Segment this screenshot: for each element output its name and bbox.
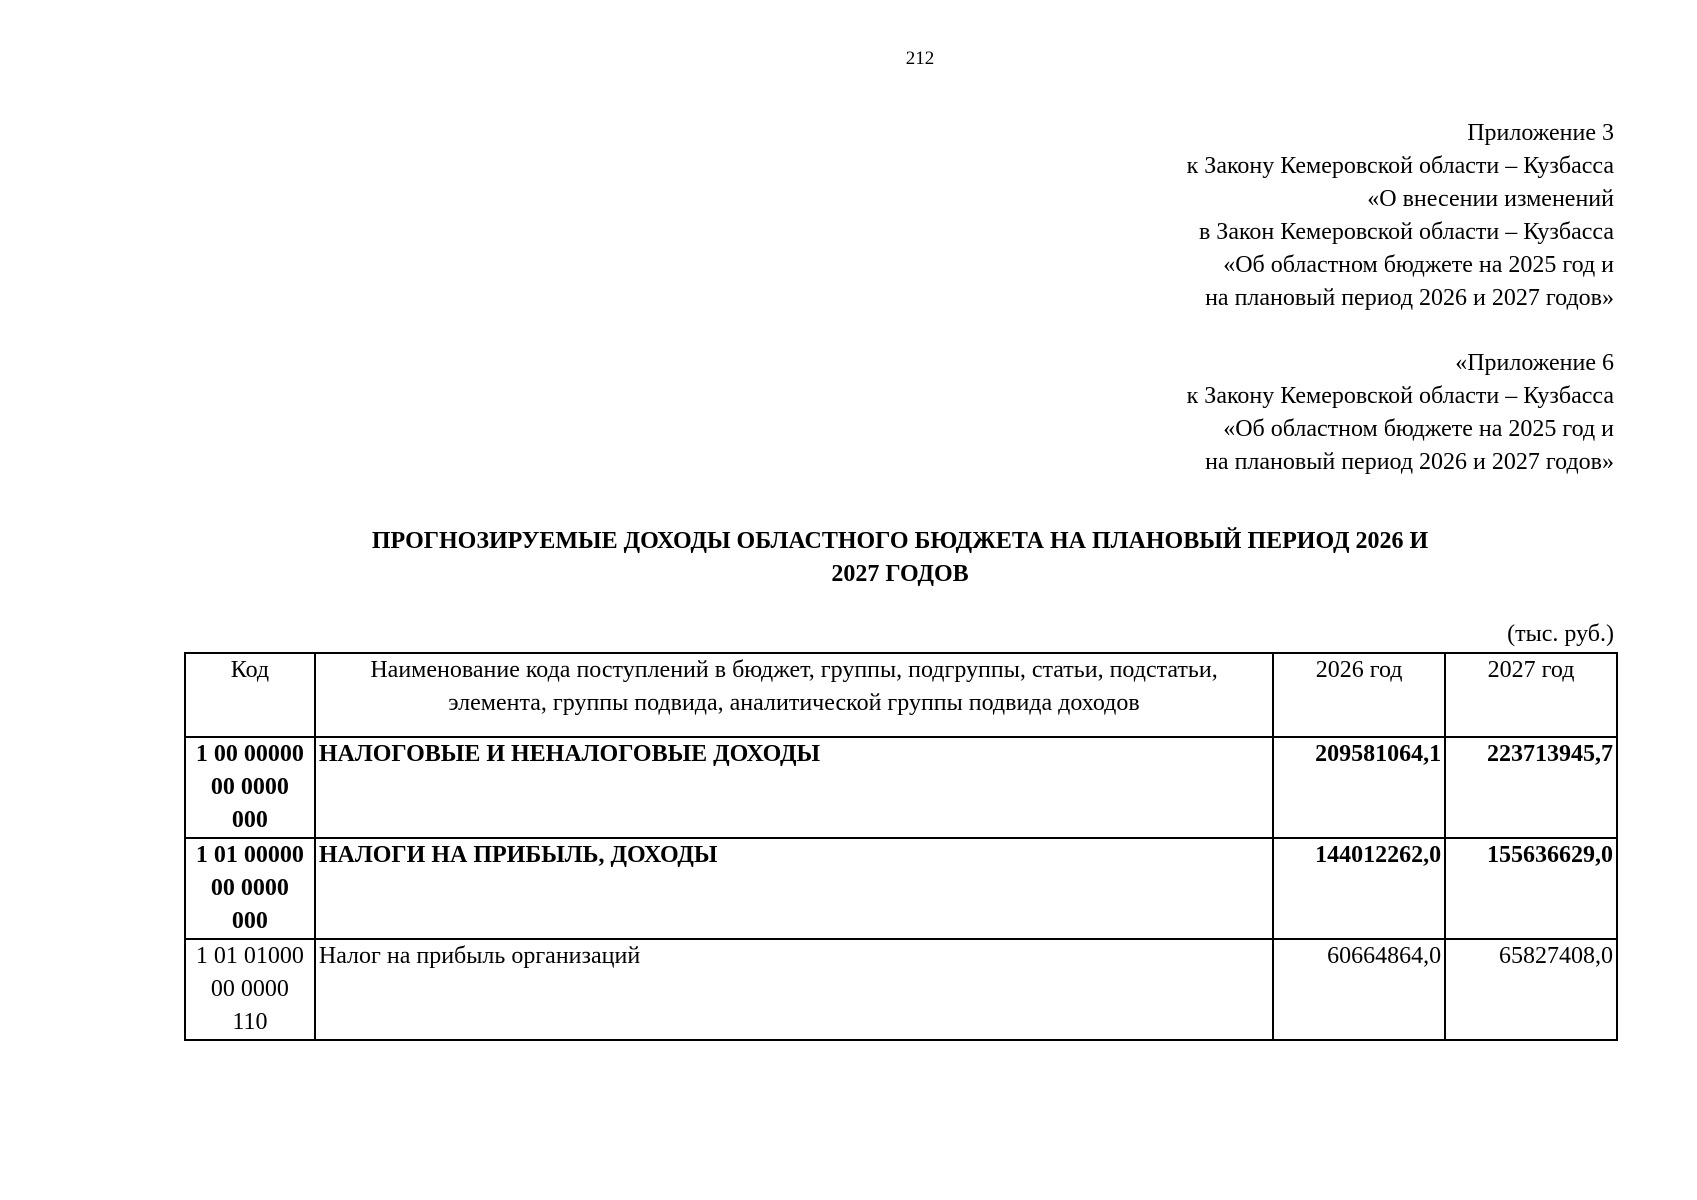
code-line: 00 0000 — [210, 774, 289, 800]
row-code — [185, 838, 315, 939]
document-title-line: 2027 ГОДОВ — [831, 561, 969, 587]
row-amount-2027: 155636629,0 — [1445, 838, 1617, 939]
appendix-secondary-line: на плановый период 2026 и 2027 годов» — [1205, 449, 1614, 475]
code-line: 00 0000 — [210, 875, 289, 901]
header-year-2026: 2026 год — [1273, 653, 1445, 737]
row-name: НАЛОГИ НА ПРИБЫЛЬ, ДОХОДЫ — [315, 838, 1273, 939]
appendix-primary-line: в Закон Кемеровской области – Кузбасса — [1198, 219, 1614, 245]
appendix-secondary-line: к Закону Кемеровской области – Кузбасса — [1186, 383, 1614, 409]
code-line: 00 0000 — [210, 976, 289, 1002]
header-code: Код — [185, 653, 315, 737]
appendix-primary-line: «О внесении изменений — [1367, 186, 1614, 212]
appendix-primary-block — [1187, 117, 1614, 315]
appendix-primary-line: на плановый период 2026 и 2027 годов» — [1205, 285, 1614, 311]
table-row — [185, 838, 1617, 939]
row-amount-2027: 223713945,7 — [1445, 737, 1617, 838]
row-amount-2026: 60664864,0 — [1273, 939, 1445, 1040]
revenue-table — [184, 652, 1618, 1041]
row-amount-2026: 209581064,1 — [1273, 737, 1445, 838]
code-line: 110 — [232, 1009, 268, 1035]
appendix-secondary-block — [1187, 347, 1614, 479]
document-title-line: ПРОГНОЗИРУЕМЫЕ ДОХОДЫ ОБЛАСТНОГО БЮДЖЕТА НА ПЛАНОВЫЙ ПЕРИОД 2026 И — [371, 528, 1429, 554]
appendix-primary-line: к Закону Кемеровской области – Кузбасса — [1186, 153, 1614, 179]
code-line: 000 — [231, 908, 268, 934]
row-amount-2027: 65827408,0 — [1445, 939, 1617, 1040]
row-name: НАЛОГОВЫЕ И НЕНАЛОГОВЫЕ ДОХОДЫ — [315, 737, 1273, 838]
appendix-primary-line: «Об областном бюджете на 2025 год и — [1223, 252, 1614, 278]
table-row — [185, 737, 1617, 838]
row-code — [185, 737, 315, 838]
appendix-primary-line: Приложение 3 — [1467, 120, 1614, 146]
document-title — [280, 525, 1520, 591]
header-name: Наименование кода поступлений в бюджет, группы, подгруппы, статьи, подстатьи, элемента, группы подвида, аналитической группы подвида доходов — [315, 653, 1273, 737]
header-year-2027: 2027 год — [1445, 653, 1617, 737]
code-line: 1 01 00000 — [195, 842, 304, 868]
row-code — [185, 939, 315, 1040]
page-number: 212 — [905, 48, 935, 69]
row-name: Налог на прибыль организаций — [315, 939, 1273, 1040]
code-line: 1 00 00000 — [195, 741, 304, 767]
table-header-row — [185, 653, 1617, 737]
units-label: (тыс. руб.) — [1507, 621, 1614, 647]
row-amount-2026: 144012262,0 — [1273, 838, 1445, 939]
code-line: 000 — [231, 807, 268, 833]
appendix-secondary-line: «Об областном бюджете на 2025 год и — [1223, 416, 1614, 442]
appendix-secondary-line: «Приложение 6 — [1455, 350, 1614, 376]
table-row — [185, 939, 1617, 1040]
code-line: 1 01 01000 — [195, 943, 304, 969]
